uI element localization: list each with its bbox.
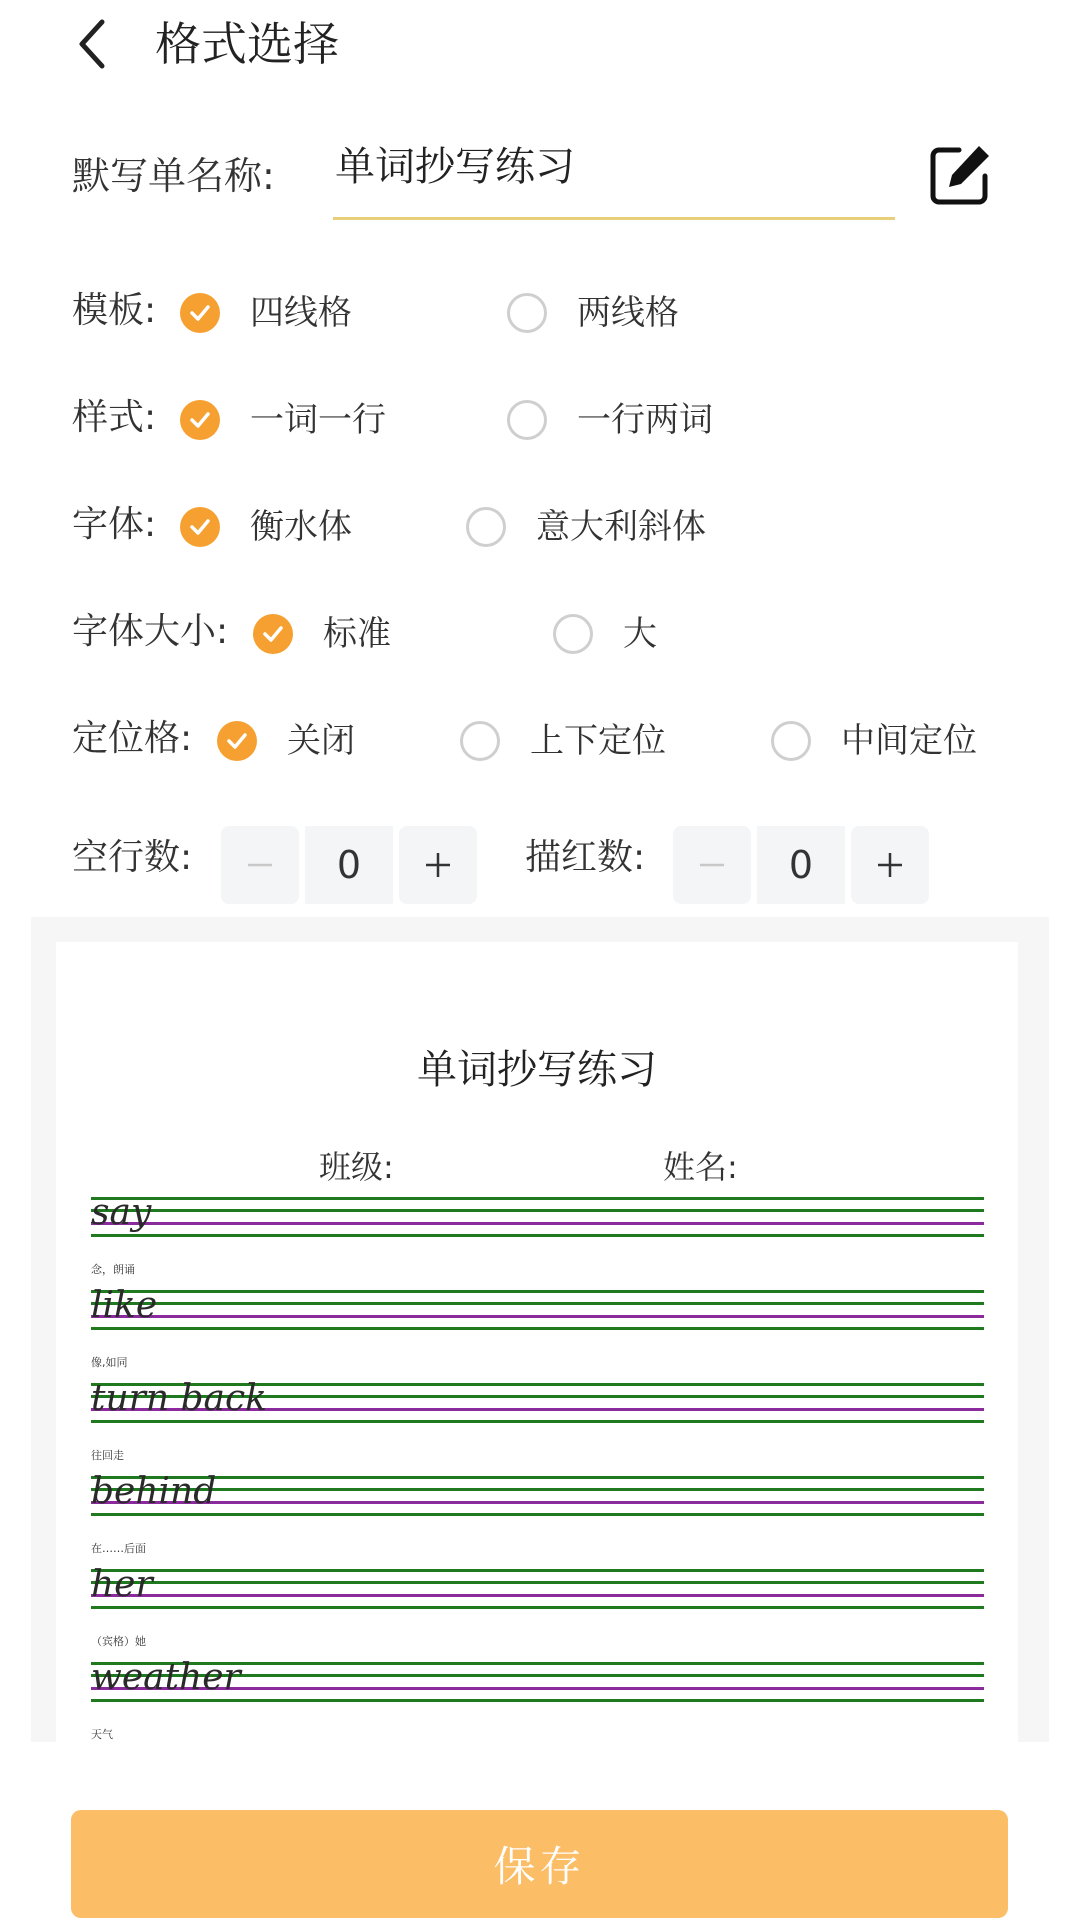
edit-button[interactable] [925, 140, 995, 210]
word-row [91, 1657, 984, 1742]
word-text: her [91, 1564, 153, 1605]
trace-count-value[interactable]: 0 [757, 826, 845, 904]
style-two-words-radio[interactable] [507, 400, 547, 440]
check-icon [188, 408, 212, 432]
plus-icon [875, 850, 905, 880]
back-button[interactable] [62, 14, 122, 74]
word-meaning: 天气 [91, 1728, 113, 1741]
preview-title: 单词抄写练习 [417, 1047, 657, 1093]
chevron-left-icon [72, 16, 112, 72]
guide-line-upper [91, 1302, 984, 1305]
blank-rows-label: 空行数: [72, 837, 193, 878]
word-meaning: 像,如同 [91, 1356, 128, 1369]
font-italic-label[interactable]: 意大利斜体 [536, 507, 706, 547]
word-meaning: 念，朗诵 [91, 1263, 135, 1276]
guide-line-baseline [91, 1594, 984, 1597]
font-size-large-label[interactable]: 大 [623, 614, 657, 654]
trace-count-label: 描红数: [525, 837, 646, 878]
template-four-line-radio[interactable] [180, 293, 220, 333]
guide-line-bottom [91, 1234, 984, 1237]
plus-icon [423, 850, 453, 880]
font-size-standard-radio[interactable] [253, 614, 293, 654]
edit-icon [925, 140, 995, 210]
guide-top-bottom-radio[interactable] [460, 721, 500, 761]
sheet-name-input[interactable] [333, 128, 895, 220]
guide-line-upper [91, 1581, 984, 1584]
check-icon [225, 729, 249, 753]
guide-off-radio[interactable] [217, 721, 257, 761]
word-row [91, 1378, 984, 1473]
guide-line-upper [91, 1488, 984, 1491]
font-option-row [0, 497, 1080, 557]
preview-area[interactable] [31, 917, 1049, 1742]
guide-line-baseline [91, 1222, 984, 1225]
template-two-line-label[interactable]: 两线格 [577, 293, 679, 333]
guide-line-baseline [91, 1315, 984, 1318]
guide-line-baseline [91, 1501, 984, 1504]
word-row [91, 1471, 984, 1566]
font-size-option-row [0, 604, 1080, 664]
blank-rows-minus-button[interactable] [221, 826, 299, 904]
word-text: like [91, 1285, 158, 1326]
guide-option-row [0, 711, 1080, 771]
student-name-label: 姓名: [663, 1148, 738, 1186]
template-option-row [0, 283, 1080, 343]
template-label: 模板: [72, 290, 157, 331]
save-button[interactable]: 保存 [71, 1810, 1008, 1918]
guide-line-top [91, 1569, 984, 1572]
font-hengshui-label[interactable]: 衡水体 [250, 507, 352, 547]
guide-line-top [91, 1476, 984, 1479]
font-size-large-radio[interactable] [553, 614, 593, 654]
sheet-name-label: 默写单名称: [72, 154, 275, 198]
guide-middle-label[interactable]: 中间定位 [841, 721, 977, 761]
style-one-word-label[interactable]: 一词一行 [250, 400, 386, 440]
word-text: behind [91, 1471, 217, 1512]
page-title: 格式选择 [155, 17, 339, 71]
guide-label: 定位格: [72, 718, 193, 759]
blank-rows-plus-button[interactable] [399, 826, 477, 904]
blank-rows-value[interactable]: 0 [305, 826, 393, 904]
word-meaning: 往回走 [91, 1449, 124, 1462]
style-option-row [0, 390, 1080, 450]
app-header [0, 0, 1080, 90]
template-two-line-radio[interactable] [507, 293, 547, 333]
guide-line-upper [91, 1209, 984, 1212]
minus-icon [245, 850, 275, 880]
blank-rows-stepper [221, 826, 477, 904]
word-meaning: （宾格）她 [91, 1635, 146, 1648]
word-row [91, 1564, 984, 1659]
font-italic-radio[interactable] [466, 507, 506, 547]
style-one-word-radio[interactable] [180, 400, 220, 440]
check-icon [188, 301, 212, 325]
guide-off-label[interactable]: 关闭 [287, 721, 355, 761]
guide-line-top [91, 1290, 984, 1293]
word-text: weather [91, 1657, 241, 1698]
trace-count-stepper [673, 826, 929, 904]
trace-count-plus-button[interactable] [851, 826, 929, 904]
style-two-words-label[interactable]: 一行两词 [577, 400, 713, 440]
word-meaning: 在……后面 [91, 1542, 146, 1555]
word-row [91, 1192, 984, 1287]
guide-line-top [91, 1197, 984, 1200]
guide-line-bottom [91, 1606, 984, 1609]
word-text: turn back [91, 1378, 267, 1419]
class-label: 班级: [319, 1148, 394, 1186]
font-label: 字体: [72, 504, 157, 545]
font-size-standard-label[interactable]: 标准 [323, 614, 391, 654]
minus-icon [697, 850, 727, 880]
template-four-line-label[interactable]: 四线格 [250, 293, 352, 333]
style-label: 样式: [72, 397, 157, 438]
word-row [91, 1285, 984, 1380]
guide-line-bottom [91, 1327, 984, 1330]
check-icon [188, 515, 212, 539]
preview-paper [56, 942, 1018, 1742]
guide-top-bottom-label[interactable]: 上下定位 [530, 721, 666, 761]
word-text: say [91, 1192, 152, 1233]
font-hengshui-radio[interactable] [180, 507, 220, 547]
font-size-label: 字体大小: [72, 611, 229, 652]
guide-line-bottom [91, 1513, 984, 1516]
trace-count-minus-button[interactable] [673, 826, 751, 904]
check-icon [261, 622, 285, 646]
sheet-name-row [0, 128, 1080, 228]
guide-middle-radio[interactable] [771, 721, 811, 761]
